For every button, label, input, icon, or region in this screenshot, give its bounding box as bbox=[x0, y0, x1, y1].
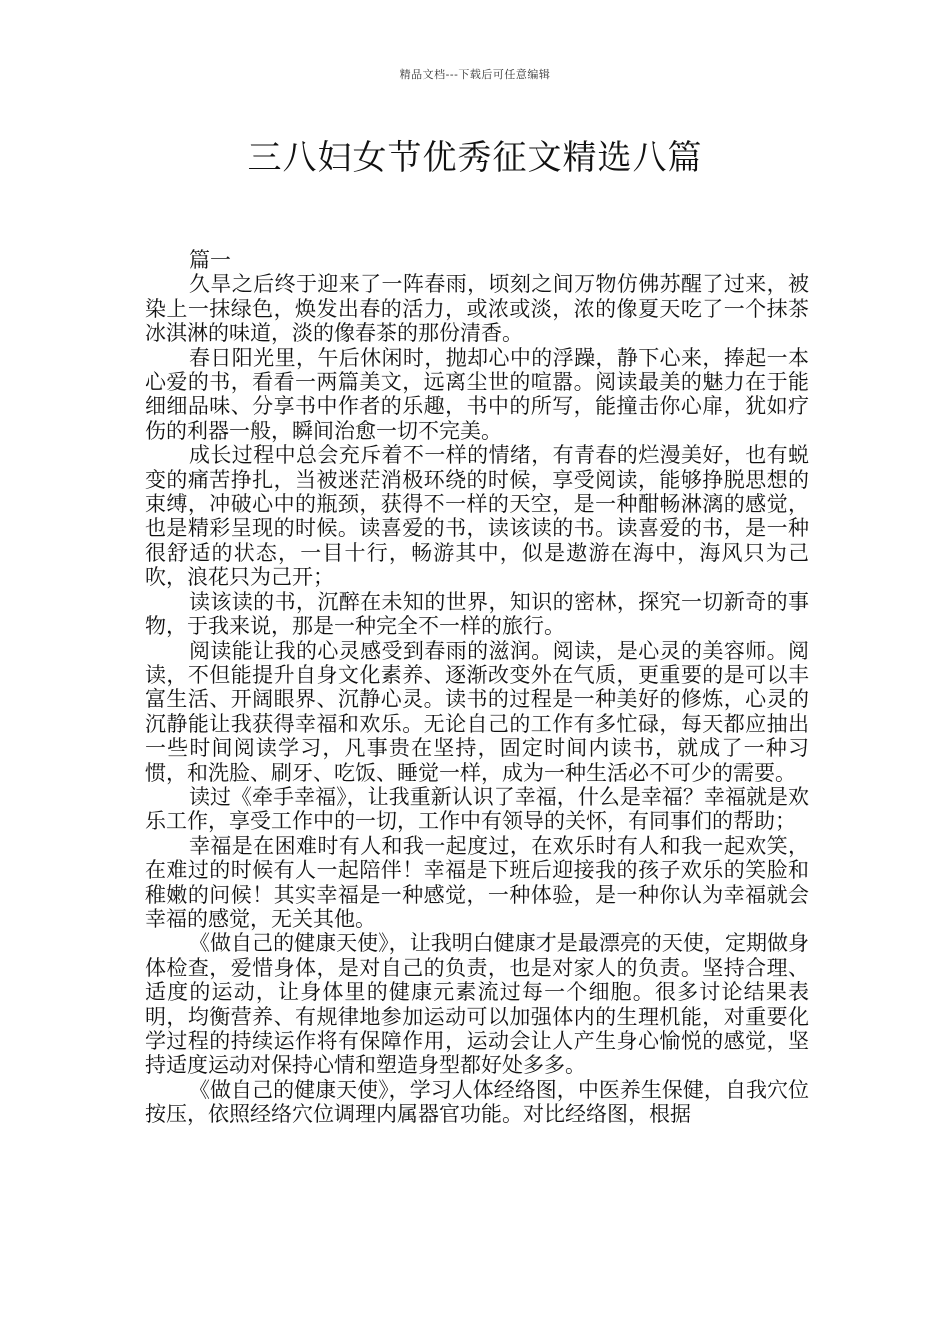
paragraph: 读该读的书，沉醉在未知的世界，知识的密林，探究一切新奇的事物，于我来说，那是一种完全不一样的旅行。 bbox=[145, 589, 809, 639]
document-body bbox=[145, 248, 809, 1127]
paragraph: 成长过程中总会充斥着不一样的情绪，有青春的烂漫美好，也有蜕变的痛苦挣扎，当被迷茫消极环绕的时候，享受阅读，能够挣脱思想的束缚，冲破心中的瓶颈，获得不一样的天空，是一种酣畅淋漓的感觉，也是精彩呈现的时候。读喜爱的书，读该读的书。读喜爱的书，是一种很舒适的状态，一目十行，畅游其中，似是遨游在海中，海风只为己吹，浪花只为己开； bbox=[145, 443, 809, 590]
section-heading: 篇一 bbox=[189, 248, 231, 272]
paragraph: 读过《牵手幸福》，让我重新认识了幸福，什么是幸福？幸福就是欢乐工作，享受工作中的一切，工作中有领导的关怀，有同事们的帮助； bbox=[145, 784, 809, 834]
paragraph: 《做自己的健康天使》，让我明白健康才是最漂亮的天使，定期做身体检查，爱惜身体，是对自己的负责，也是对家人的负责。坚持合理、适度的运动，让身体里的健康元素流过每一个细胞。很多讨论结果表明，均衡营养、有规律地参加运动可以加强体内的生理机能，对重要化学过程的持续运作将有保障作用，运动会让人产生身心愉悦的感觉，坚持适度运动对保持心情和塑造身型都好处多多。 bbox=[145, 931, 809, 1078]
paragraph: 久旱之后终于迎来了一阵春雨，顷刻之间万物仿佛苏醒了过来，被染上一抹绿色，焕发出春的活力，或浓或淡，浓的像夏天吃了一个抹茶冰淇淋的味道，淡的像春茶的那份清香。 bbox=[145, 272, 809, 346]
paragraph: 春日阳光里，午后休闲时，抛却心中的浮躁，静下心来，捧起一本心爱的书，看看一两篇美文，远离尘世的喧嚣。阅读最美的魅力在于能细细品味、分享书中作者的乐趣，书中的所写，能撞击你心扉，犹如疗伤的利器一般，瞬间治愈一切不完美。 bbox=[145, 345, 809, 443]
paragraph: 阅读能让我的心灵感受到春雨的滋润。阅读，是心灵的美容师。阅读，不但能提升自身文化素养、逐渐改变外在气质，更重要的是可以丰富生活、开阔眼界、沉静心灵。读书的过程是一种美好的修炼，心灵的沉静能让我获得幸福和欢乐。无论自己的工作有多忙碌，每天都应抽出一些时间阅读学习，凡事贵在坚持，固定时间内读书，就成了一种习惯，和洗脸、刷牙、吃饭、睡觉一样，成为一种生活必不可少的需要。 bbox=[145, 638, 809, 785]
paragraph: 《做自己的健康天使》，学习人体经络图，中医养生保健，自我穴位按压，依照经络穴位调理内属器官功能。对比经络图，根据 bbox=[145, 1077, 809, 1127]
paragraph: 幸福是在困难时有人和我一起度过，在欢乐时有人和我一起欢笑，在难过的时候有人一起陪伴！幸福是下班后迎接我的孩子欢乐的笑脸和稚嫩的问候！其实幸福是一种感觉，一种体验，是一种你认为幸福就会幸福的感觉，无关其他。 bbox=[145, 833, 809, 931]
document-title: 三八妇女节优秀征文精选八篇 bbox=[247, 138, 703, 178]
page-header-note: 精品文档---下载后可任意编辑 bbox=[399, 68, 551, 81]
